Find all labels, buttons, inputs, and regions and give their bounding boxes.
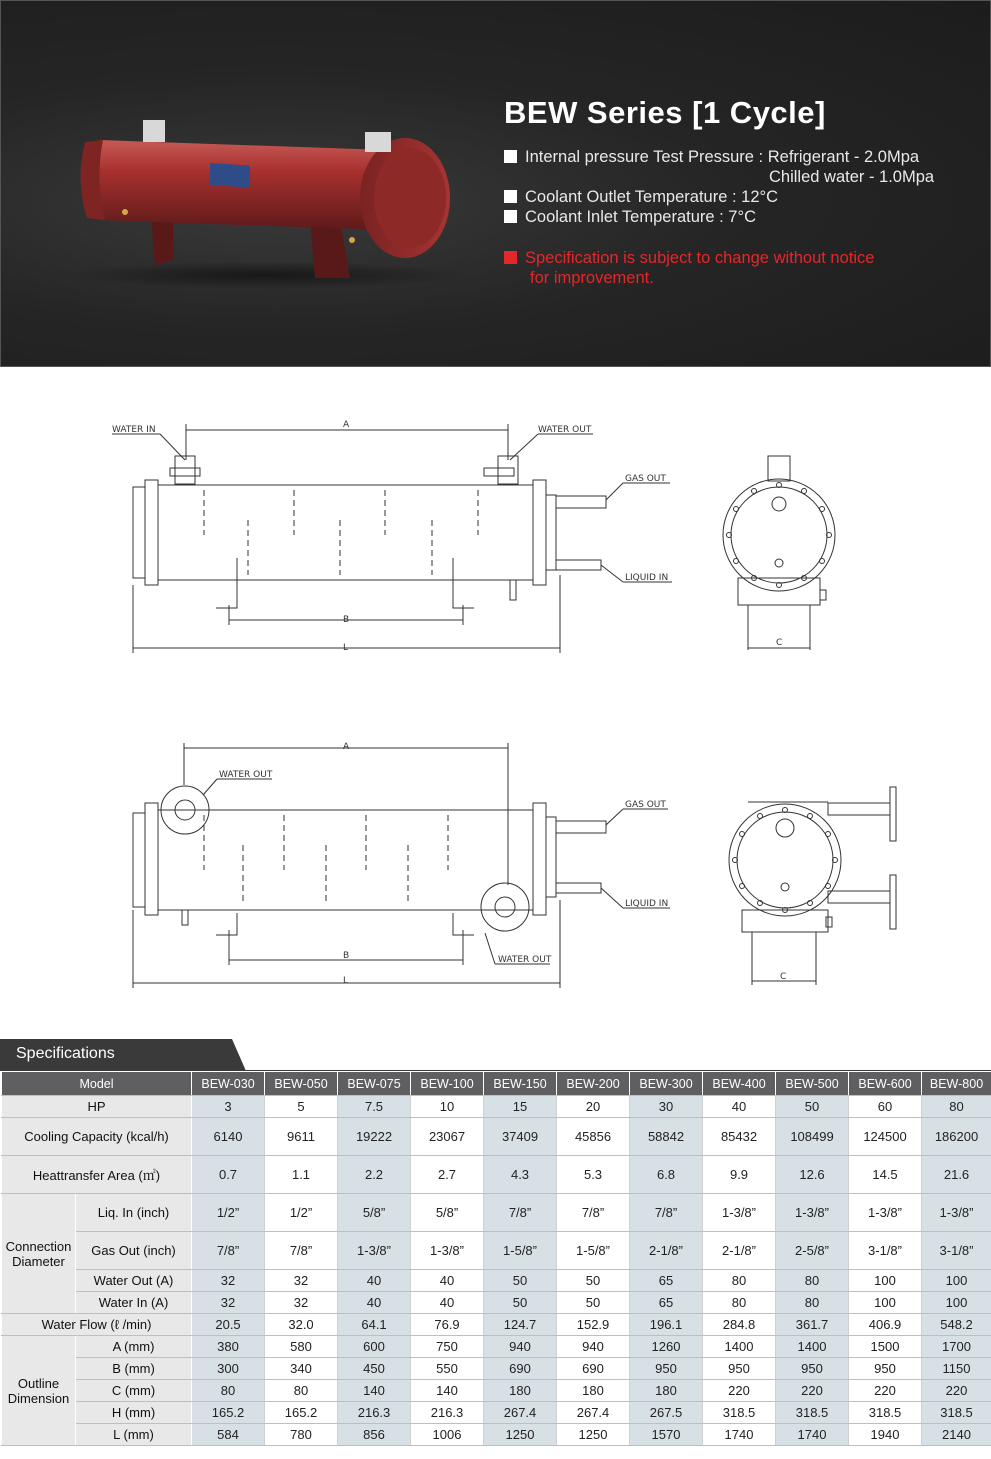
row-label-cell: Heattransfer Area (㎡) — [2, 1156, 192, 1194]
table-row — [2, 1232, 991, 1270]
value-cell: 216.3 — [411, 1402, 484, 1424]
value-cell: 3 — [192, 1096, 265, 1118]
value-cell: 1940 — [849, 1424, 922, 1446]
value-cell: 1500 — [849, 1336, 922, 1358]
outline-dimension-group-cell: Outline Dimension — [2, 1336, 76, 1446]
row-label-cell: A (mm) — [76, 1336, 192, 1358]
table-row — [2, 1270, 991, 1292]
value-cell: 7/8” — [557, 1194, 630, 1232]
value-cell: 12.6 — [776, 1156, 849, 1194]
heat-exchanger-image — [55, 110, 475, 290]
model-name-cell: BEW-400 — [703, 1072, 776, 1096]
value-cell: 85432 — [703, 1118, 776, 1156]
value-cell: 80 — [192, 1380, 265, 1402]
table-header-row — [2, 1072, 991, 1096]
value-cell: 450 — [338, 1358, 411, 1380]
series-title: BEW Series [1 Cycle] — [504, 95, 826, 130]
value-cell: 340 — [265, 1358, 338, 1380]
value-cell: 2-1/8” — [630, 1232, 703, 1270]
value-cell: 124500 — [849, 1118, 922, 1156]
value-cell: 60 — [849, 1096, 922, 1118]
value-cell: 32 — [265, 1292, 338, 1314]
value-cell: 216.3 — [338, 1402, 411, 1424]
value-cell: 23067 — [411, 1118, 484, 1156]
table-row — [2, 1156, 991, 1194]
value-cell: 180 — [630, 1380, 703, 1402]
value-cell: 1740 — [703, 1424, 776, 1446]
value-cell: 2-5/8” — [776, 1232, 849, 1270]
value-cell: 10 — [411, 1096, 484, 1118]
value-cell: 1570 — [630, 1424, 703, 1446]
value-cell: 7.5 — [338, 1096, 411, 1118]
water-out-label: WATER OUT — [538, 425, 592, 435]
value-cell: 300 — [192, 1358, 265, 1380]
value-cell: 140 — [338, 1380, 411, 1402]
value-cell: 165.2 — [265, 1402, 338, 1424]
value-cell: 1/2” — [192, 1194, 265, 1232]
value-cell: 1740 — [776, 1424, 849, 1446]
value-cell: 6140 — [192, 1118, 265, 1156]
table-row — [2, 1096, 991, 1118]
row-label-cell: Water Out (A) — [76, 1270, 192, 1292]
value-cell: 318.5 — [849, 1402, 922, 1424]
dim-l-label: L — [343, 643, 349, 653]
model-name-cell: BEW-150 — [484, 1072, 557, 1096]
specifications-tab — [0, 1039, 991, 1071]
value-cell: 5 — [265, 1096, 338, 1118]
value-cell: 950 — [776, 1358, 849, 1380]
value-cell: 80 — [265, 1380, 338, 1402]
spec-pressure-chilled: Chilled water - 1.0Mpa — [769, 168, 935, 186]
value-cell: 108499 — [776, 1118, 849, 1156]
value-cell: 3-1/8” — [922, 1232, 991, 1270]
value-cell: 30 — [630, 1096, 703, 1118]
table-row — [2, 1118, 991, 1156]
specifications-table — [1, 1071, 991, 1446]
value-cell: 32 — [192, 1270, 265, 1292]
value-cell: 6.8 — [630, 1156, 703, 1194]
value-cell: 80 — [703, 1270, 776, 1292]
value-cell: 1006 — [411, 1424, 484, 1446]
value-cell: 580 — [265, 1336, 338, 1358]
value-cell: 9611 — [265, 1118, 338, 1156]
row-label-cell: C (mm) — [76, 1380, 192, 1402]
value-cell: 40 — [411, 1270, 484, 1292]
value-cell: 50 — [776, 1096, 849, 1118]
value-cell: 267.5 — [630, 1402, 703, 1424]
value-cell: 50 — [484, 1292, 557, 1314]
value-cell: 180 — [484, 1380, 557, 1402]
model-name-cell: BEW-030 — [192, 1072, 265, 1096]
value-cell: 1260 — [630, 1336, 703, 1358]
value-cell: 548.2 — [922, 1314, 991, 1336]
value-cell: 780 — [265, 1424, 338, 1446]
row-label-cell: Water Flow (ℓ /min) — [2, 1314, 192, 1336]
dim-c-label: C — [780, 972, 787, 982]
value-cell: 58842 — [630, 1118, 703, 1156]
value-cell: 186200 — [922, 1118, 991, 1156]
value-cell: 45856 — [557, 1118, 630, 1156]
gas-out-label: GAS OUT — [625, 474, 666, 484]
value-cell: 600 — [338, 1336, 411, 1358]
value-cell: 40 — [411, 1292, 484, 1314]
value-cell: 4.3 — [484, 1156, 557, 1194]
value-cell: 40 — [338, 1270, 411, 1292]
value-cell: 380 — [192, 1336, 265, 1358]
value-cell: 32 — [265, 1270, 338, 1292]
liquid-in-label: LIQUID IN — [625, 899, 669, 909]
value-cell: 950 — [703, 1358, 776, 1380]
table-row — [2, 1402, 991, 1424]
value-cell: 7/8” — [265, 1232, 338, 1270]
table-row — [2, 1314, 991, 1336]
value-cell: 856 — [338, 1424, 411, 1446]
model-name-cell: BEW-500 — [776, 1072, 849, 1096]
value-cell: 9.9 — [703, 1156, 776, 1194]
value-cell: 2-1/8” — [703, 1232, 776, 1270]
row-label-cell: B (mm) — [76, 1358, 192, 1380]
gas-out-label: GAS OUT — [625, 800, 666, 810]
model-name-cell: BEW-800 — [922, 1072, 991, 1096]
drawing-type1 — [0, 410, 991, 670]
value-cell: 220 — [849, 1380, 922, 1402]
value-cell: 100 — [849, 1292, 922, 1314]
value-cell: 64.1 — [338, 1314, 411, 1336]
row-label-cell: H (mm) — [76, 1402, 192, 1424]
value-cell: 1.1 — [265, 1156, 338, 1194]
value-cell: 5/8” — [411, 1194, 484, 1232]
value-cell: 76.9 — [411, 1314, 484, 1336]
row-label-cell: L (mm) — [76, 1424, 192, 1446]
value-cell: 80 — [922, 1096, 991, 1118]
value-cell: 40 — [703, 1096, 776, 1118]
value-cell: 7/8” — [192, 1232, 265, 1270]
value-cell: 5.3 — [557, 1156, 630, 1194]
notice-line: Specification is subject to change without notice — [504, 249, 874, 268]
row-label-cell: HP — [2, 1096, 192, 1118]
model-name-cell: BEW-100 — [411, 1072, 484, 1096]
value-cell: 50 — [557, 1292, 630, 1314]
drawing-type2 — [0, 735, 991, 995]
row-label-cell: Cooling Capacity (kcal/h) — [2, 1118, 192, 1156]
value-cell: 19222 — [338, 1118, 411, 1156]
model-header-cell: Model — [2, 1072, 192, 1096]
value-cell: 406.9 — [849, 1314, 922, 1336]
value-cell: 1-3/8” — [776, 1194, 849, 1232]
value-cell: 267.4 — [484, 1402, 557, 1424]
value-cell: 32.0 — [265, 1314, 338, 1336]
value-cell: 152.9 — [557, 1314, 630, 1336]
spec-bullet-pressure: Internal pressure Test Pressure : Refrigerant - 2.0Mpa — [504, 148, 919, 167]
value-cell: 940 — [484, 1336, 557, 1358]
value-cell: 21.6 — [922, 1156, 991, 1194]
value-cell: 65 — [630, 1270, 703, 1292]
value-cell: 37409 — [484, 1118, 557, 1156]
table-row — [2, 1292, 991, 1314]
value-cell: 2.7 — [411, 1156, 484, 1194]
value-cell: 20 — [557, 1096, 630, 1118]
model-name-cell: BEW-600 — [849, 1072, 922, 1096]
value-cell: 940 — [557, 1336, 630, 1358]
value-cell: 1-3/8” — [922, 1194, 991, 1232]
value-cell: 100 — [922, 1292, 991, 1314]
value-cell: 950 — [849, 1358, 922, 1380]
value-cell: 180 — [557, 1380, 630, 1402]
value-cell: 7/8” — [630, 1194, 703, 1232]
value-cell: 1-3/8” — [411, 1232, 484, 1270]
value-cell: 140 — [411, 1380, 484, 1402]
row-label-cell: Gas Out (inch) — [76, 1232, 192, 1270]
value-cell: 1150 — [922, 1358, 991, 1380]
dim-b-label: B — [343, 615, 350, 625]
value-cell: 1-5/8” — [484, 1232, 557, 1270]
water-out-bottom-label: WATER OUT — [498, 955, 552, 965]
value-cell: 32 — [192, 1292, 265, 1314]
spec-bullet-inlet: Coolant Inlet Temperature : 7°C — [504, 208, 756, 227]
value-cell: 1-3/8” — [849, 1194, 922, 1232]
dim-a-label: A — [343, 420, 350, 430]
value-cell: 1-3/8” — [338, 1232, 411, 1270]
value-cell: 318.5 — [776, 1402, 849, 1424]
connection-diameter-group-cell: Connection Diameter — [2, 1194, 76, 1314]
row-label-cell: Water In (A) — [76, 1292, 192, 1314]
value-cell: 2140 — [922, 1424, 991, 1446]
value-cell: 3-1/8” — [849, 1232, 922, 1270]
value-cell: 50 — [484, 1270, 557, 1292]
dim-c-label: C — [776, 638, 783, 648]
water-out-top-label: WATER OUT — [219, 770, 273, 780]
value-cell: 7/8” — [484, 1194, 557, 1232]
value-cell: 15 — [484, 1096, 557, 1118]
hero-banner — [0, 0, 991, 367]
value-cell: 584 — [192, 1424, 265, 1446]
value-cell: 100 — [849, 1270, 922, 1292]
specifications-title: Specifications — [16, 1045, 115, 1062]
water-in-label: WATER IN — [112, 425, 156, 435]
value-cell: 220 — [776, 1380, 849, 1402]
square-bullet-icon — [504, 190, 517, 203]
value-cell: 5/8” — [338, 1194, 411, 1232]
value-cell: 124.7 — [484, 1314, 557, 1336]
liquid-in-label: LIQUID IN — [625, 573, 669, 583]
model-name-cell: BEW-075 — [338, 1072, 411, 1096]
value-cell: 80 — [776, 1292, 849, 1314]
value-cell: 1250 — [484, 1424, 557, 1446]
value-cell: 361.7 — [776, 1314, 849, 1336]
value-cell: 50 — [557, 1270, 630, 1292]
value-cell: 950 — [630, 1358, 703, 1380]
value-cell: 1-5/8” — [557, 1232, 630, 1270]
model-name-cell: BEW-300 — [630, 1072, 703, 1096]
dim-a-label: A — [343, 742, 350, 752]
square-bullet-icon — [504, 150, 517, 163]
row-label-cell: Liq. In (inch) — [76, 1194, 192, 1232]
value-cell: 1/2” — [265, 1194, 338, 1232]
value-cell: 1250 — [557, 1424, 630, 1446]
value-cell: 284.8 — [703, 1314, 776, 1336]
table-row — [2, 1358, 991, 1380]
model-name-cell: BEW-050 — [265, 1072, 338, 1096]
value-cell: 65 — [630, 1292, 703, 1314]
value-cell: 80 — [776, 1270, 849, 1292]
notice-line-2: for improvement. — [530, 269, 654, 287]
value-cell: 100 — [922, 1270, 991, 1292]
value-cell: 165.2 — [192, 1402, 265, 1424]
value-cell: 196.1 — [630, 1314, 703, 1336]
dim-l-label: L — [343, 976, 349, 986]
square-bullet-icon — [504, 210, 517, 223]
table-row — [2, 1194, 991, 1232]
table-row — [2, 1380, 991, 1402]
value-cell: 220 — [703, 1380, 776, 1402]
table-row — [2, 1424, 991, 1446]
value-cell: 1700 — [922, 1336, 991, 1358]
value-cell: 14.5 — [849, 1156, 922, 1194]
value-cell: 318.5 — [703, 1402, 776, 1424]
value-cell: 80 — [703, 1292, 776, 1314]
model-name-cell: BEW-200 — [557, 1072, 630, 1096]
value-cell: 20.5 — [192, 1314, 265, 1336]
value-cell: 690 — [484, 1358, 557, 1380]
value-cell: 0.7 — [192, 1156, 265, 1194]
table-row — [2, 1336, 991, 1358]
spec-bullet-outlet: Coolant Outlet Temperature : 12°C — [504, 188, 778, 207]
value-cell: 2.2 — [338, 1156, 411, 1194]
value-cell: 750 — [411, 1336, 484, 1358]
value-cell: 267.4 — [557, 1402, 630, 1424]
value-cell: 550 — [411, 1358, 484, 1380]
value-cell: 40 — [338, 1292, 411, 1314]
dim-b-label: B — [343, 951, 350, 961]
value-cell: 1400 — [703, 1336, 776, 1358]
value-cell: 318.5 — [922, 1402, 991, 1424]
value-cell: 690 — [557, 1358, 630, 1380]
value-cell: 220 — [922, 1380, 991, 1402]
value-cell: 1-3/8” — [703, 1194, 776, 1232]
value-cell: 1400 — [776, 1336, 849, 1358]
red-square-bullet-icon — [504, 251, 517, 264]
